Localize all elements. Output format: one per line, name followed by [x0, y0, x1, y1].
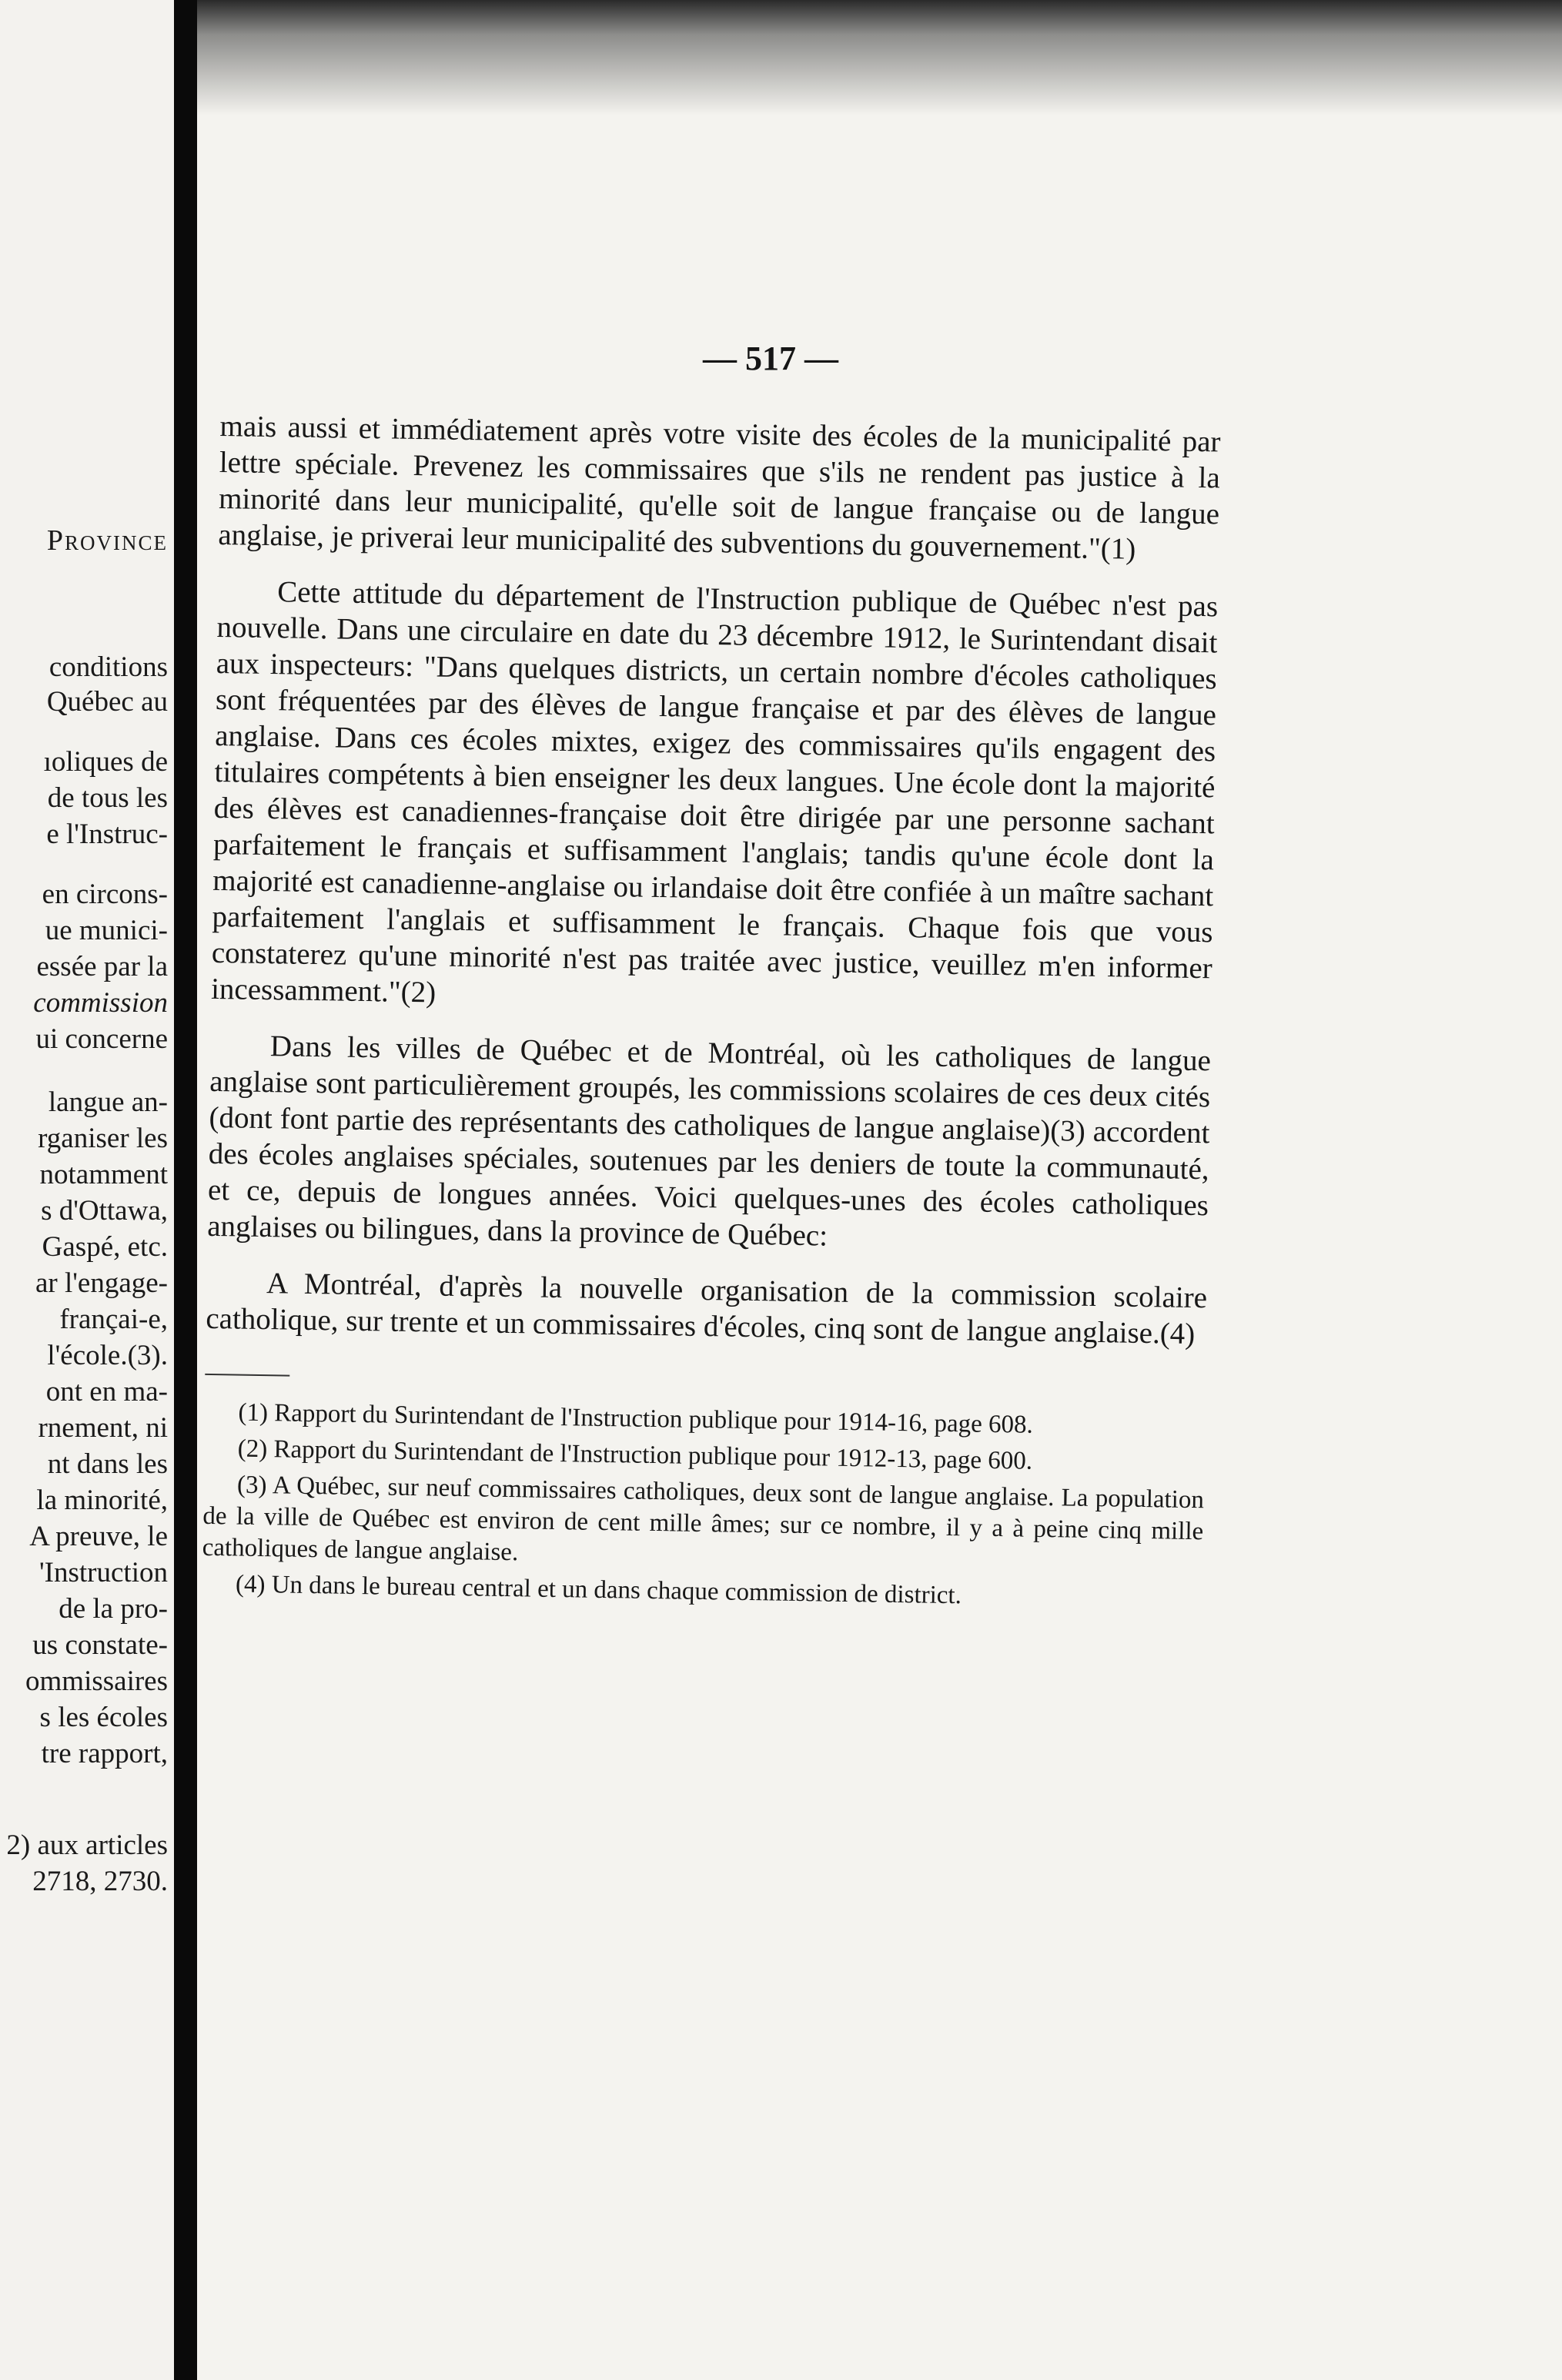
left-page-line: ui concerne — [35, 1023, 168, 1055]
footnote-4: (4) Un dans le bureau central et un dans chaque commission de district. — [235, 1570, 962, 1610]
page-top-shadow — [197, 0, 1562, 115]
left-page-line: essée par la — [36, 951, 168, 982]
left-page-fragment — [0, 0, 174, 2380]
left-page-line: la minorité, — [36, 1485, 168, 1516]
left-page-line: ıoliques de — [43, 746, 168, 778]
left-page-line: Gaspé, etc. — [42, 1231, 168, 1263]
paragraph-4: A Montréal, d'après la nouvelle organisation de la commission scolaire catholique, sur trente et un commissaires d'écoles, cinq sont de langue anglaise.(4) — [206, 1267, 1208, 1351]
footnotes — [202, 1397, 1206, 1615]
footnote-3: (3) A Québec, sur neuf commissaires catholiques, deux sont de langue anglaise. La population de la ville de Québec est environ de cent mille âmes; sur ce nombre, il y a à peine cinq mille catholiques de langue anglaise. — [202, 1471, 1205, 1567]
body-text — [202, 408, 1221, 1620]
page-number: — 517 — — [703, 340, 838, 377]
left-page-line: langue an- — [48, 1086, 168, 1118]
left-page-line: Province — [46, 524, 168, 557]
main-page — [197, 0, 1562, 2380]
left-page-line: s d'Ottawa, — [41, 1195, 168, 1227]
left-page-line: e l'Instruc- — [46, 818, 168, 850]
left-page-line: us constate- — [32, 1629, 168, 1661]
left-page-line: en circons- — [42, 879, 168, 910]
paragraph-1: mais aussi et immédiatement après votre visite des écoles de la municipalité par lettre spéciale. Prevenez les commissaires que s'ils ne rendent pas justice à la minorité dans leur municipalité, qu'elle soit de langue française ou de langue anglaise, je priverai leur municipalité des subventions du gouvernement."(1) — [218, 409, 1221, 566]
left-page-line: Québec au — [46, 686, 168, 718]
book-gutter — [174, 0, 197, 2380]
left-page-line: ont en ma- — [45, 1376, 168, 1408]
footnote-1: (1) Rapport du Surintendant de l'Instruction publique pour 1914-16, page 608. — [238, 1398, 1034, 1439]
left-page-line: de la pro- — [59, 1593, 168, 1625]
left-page-line: l'école.(3). — [47, 1340, 168, 1371]
footnote-rule — [205, 1374, 289, 1377]
paragraph-2: Cette attitude du département de l'Instruction publique de Québec n'est pas nouvelle. Dans une circulaire en date du 23 décembre 1912, le Surintendant disait aux inspecteurs: "Dans quelques districts, un certain nombre d'écoles catholiques sont fréquentées par des élèves de langue française et par des élèves de langue anglaise. Dans ces écoles mixtes, exigez des commissaires qu'ils engagent des titulaires compétents à bien enseigner les deux langues. Une école dont la majorité des élèves est canadiennes-française doit être dirigée par une personne sachant parfaitement le français et suffisamment l'anglais; tandis qu'une école dont la majorité est canadienne-anglaise ou irlandaise doit être confiée à un maître sachant parfaitement l'anglais et suffisamment le français. Chaque fois que vous constaterez qu'une minorité n'est pas traitée avec justice, veuillez m'en informer incessamment."(2) — [210, 575, 1219, 1009]
left-page-line: ue munici- — [45, 915, 168, 946]
left-page-line: commission — [33, 987, 168, 1019]
footnote-2: (2) Rapport du Surintendant de l'Instruction publique pour 1912-13, page 600. — [237, 1434, 1033, 1475]
left-page-line: rganiser les — [38, 1123, 168, 1154]
left-page-line: 'Instruction — [39, 1557, 168, 1588]
left-page-line: rnement, ni — [38, 1412, 168, 1444]
left-page-line: ar l'engage- — [35, 1267, 168, 1299]
left-page-line: françai-e, — [59, 1304, 168, 1335]
left-page-line: nt dans les — [47, 1448, 168, 1480]
left-page-line: 2718, 2730. — [32, 1866, 168, 1897]
left-page-line: 2) aux articles — [6, 1829, 168, 1861]
left-page-line: A preuve, le — [29, 1521, 168, 1552]
left-page-line: ommissaires — [25, 1665, 168, 1697]
left-page-line: notamment — [39, 1159, 168, 1190]
paragraph-3: Dans les villes de Québec et de Montréal, où les catholiques de langue anglaise sont particulièrement groupés, les commissions scolaires de ces deux cités (dont font partie des représentants des catholiques de langue anglaise)(3) accordent des écoles anglaises spéciales, soutenues par les deniers de toute la communauté, et ce, depuis de longues années. Voici quelques-unes des écoles catholiques anglaises ou bilingues, dans la province de Québec: — [206, 1029, 1212, 1253]
left-page-line: tre rapport, — [41, 1738, 168, 1769]
left-page-line: de tous les — [47, 782, 168, 814]
left-page-line: s les écoles — [39, 1702, 168, 1733]
left-page-line: conditions — [48, 651, 168, 683]
